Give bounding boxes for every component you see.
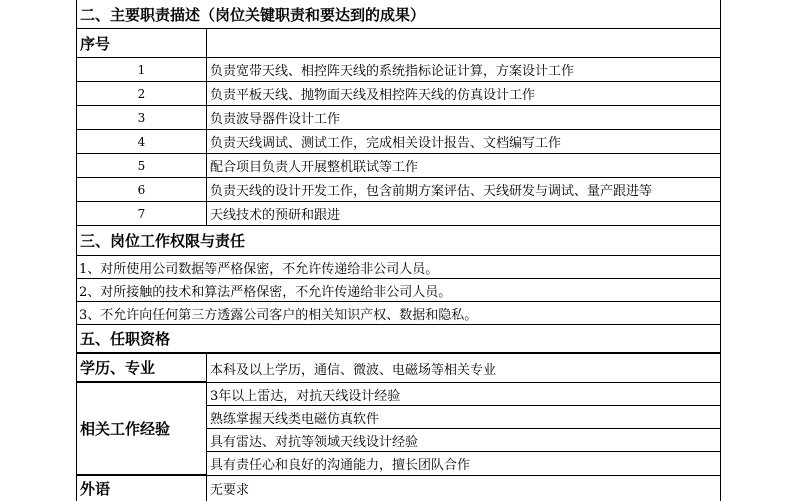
experience-row [76, 429, 721, 452]
language-value: 无要求 [206, 476, 721, 501]
duty-row [76, 58, 721, 82]
duty-row [76, 154, 721, 178]
duty-text: 天线技术的预研和跟进 [206, 202, 721, 226]
duty-text: 负责平板天线、抛物面天线及相控阵天线的仿真设计工作 [206, 82, 721, 106]
duty-number: 6 [76, 178, 207, 202]
experience-row [76, 452, 721, 476]
experience-text: 3年以上雷达，对抗天线设计经验 [206, 383, 721, 406]
duty-number: 3 [76, 106, 207, 130]
section5-title: 五、任职资格 [76, 325, 721, 354]
responsibility-text: 2、对所接触的技术和算法严格保密，不允许传递给非公司人员。 [76, 279, 721, 302]
duty-text: 配合项目负责人开展整机联试等工作 [206, 154, 721, 178]
duty-number: 5 [76, 154, 207, 178]
duty-text: 负责天线的设计开发工作，包含前期方案评估、天线研发与调试、量产跟进等 [206, 178, 721, 202]
experience-text: 具有雷达、对抗等领域天线设计经验 [206, 429, 721, 452]
responsibility-row [76, 279, 721, 302]
language-label: 外语 [76, 476, 207, 501]
responsibility-row [76, 256, 721, 279]
duty-number: 2 [76, 82, 207, 106]
education-row [76, 354, 721, 383]
experience-row [76, 383, 721, 406]
duty-number: 7 [76, 202, 207, 226]
section5-title-row [76, 325, 721, 354]
language-row [76, 476, 721, 501]
education-label: 学历、专业 [76, 354, 207, 383]
duty-row [76, 178, 721, 202]
responsibility-row [76, 302, 721, 325]
section3-title: 三、岗位工作权限与责任 [76, 226, 721, 256]
duty-row [76, 106, 721, 130]
duty-text: 负责天线调试、测试工作，完成相关设计报告、文档编写工作 [206, 130, 721, 154]
responsibility-text: 1、对所使用公司数据等严格保密，不允许传递给非公司人员。 [76, 256, 721, 279]
experience-label: 相关工作经验 [76, 383, 207, 476]
responsibility-text: 3、不允许向任何第三方透露公司客户的相关知识产权、数据和隐私。 [76, 302, 721, 325]
education-value: 本科及以上学历，通信、微波、电磁场等相关专业 [206, 354, 721, 383]
duty-text: 负责宽带天线、相控阵天线的系统指标论证计算，方案设计工作 [206, 58, 721, 82]
experience-text: 熟练掌握天线类电磁仿真软件 [206, 406, 721, 429]
experience-row [76, 406, 721, 429]
duty-number: 1 [76, 58, 207, 82]
section2-title-row [76, 0, 721, 29]
section2-title: 二、主要职责描述（岗位关键职责和要达到的成果） [76, 0, 721, 29]
duty-text: 负责波导器件设计工作 [206, 106, 721, 130]
duty-row [76, 202, 721, 226]
section3-title-row [76, 226, 721, 256]
duty-row [76, 82, 721, 106]
seq-header-row [76, 29, 721, 58]
seq-header: 序号 [76, 29, 207, 58]
experience-text: 具有责任心和良好的沟通能力，擅长团队合作 [206, 452, 721, 476]
seq-header-blank [206, 29, 721, 58]
duty-number: 4 [76, 130, 207, 154]
duty-row [76, 130, 721, 154]
